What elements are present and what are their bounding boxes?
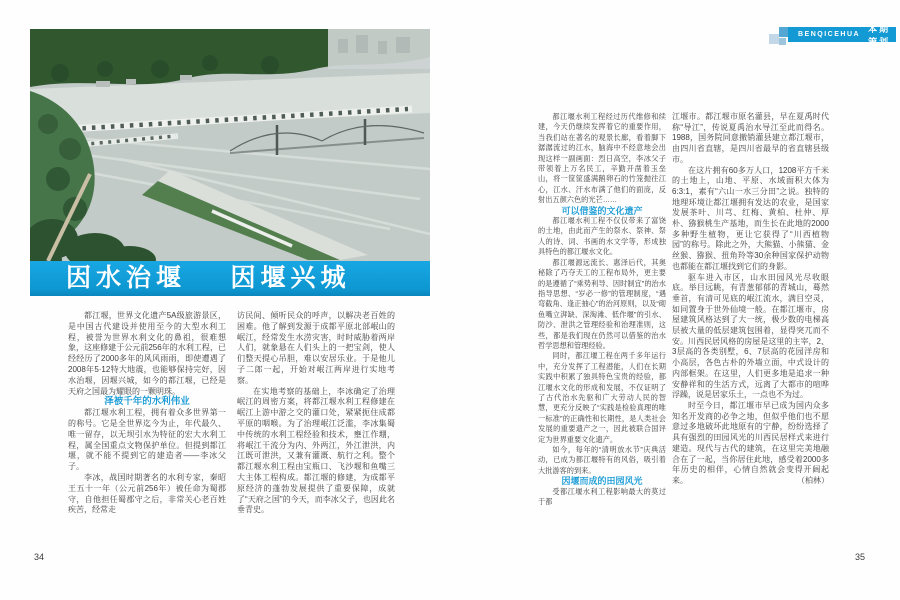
issue-tag-title: 本期策划 <box>868 23 891 47</box>
page-number-left: 34 <box>34 552 45 562</box>
body-paragraph: 都江堰，世界文化遗产5A级旅游景区，是中国古代建设并使用至今的大型水利工程，被誉为世界水利文化的鼻祖，很难想象，这座修建于公元前256年的水利工程，已经经历了2000多年的风风雨雨，即使遭遇了2008年5·12特大地震，也能够保持完好，因水治堰，因堰兴城，如今的都江堰，已经是天府之国最为耀眼的一颗明珠。 <box>68 311 226 396</box>
body-paragraph: 江堰市。都江堰市原名灌县，早在夏禹时代称“导江”，传说夏禹治水导江至此而得名。1988，国务院同意撤销灌县建立都江堰市，由四川省直辖，是四川省最早的省直辖县级市。 <box>672 112 829 164</box>
body-paragraph: 受都江堰水利工程影响最大的莫过于都 <box>538 486 666 507</box>
body-paragraph: 李冰，战国时期著名的水利专家，秦昭王五十一年（公元前256年）被任命为蜀郡守，自他担任蜀郡守之后，非常关心老百姓疾苦，经常走 <box>68 472 226 515</box>
left-page-column-1 <box>68 311 226 516</box>
body-paragraph: 驱车进入市区，山水田园风光尽收眼底。举目远眺，有青葱郁郁的青城山，蓦然垂首，有清可见底的岷江流水，满目空灵，如同置身于世外仙境一般。在都江堰市，房屋建筑风格达到了大一统，极少数的电梯高层被大量的低层建筑包围着，显得突兀而不安。川西民居风格的房屋是这里的主宰，2、3层高的各类别墅，6、7层高的花园洋房和小高层，各色古朴的外墙立面，中式设计的内部框架。在这里，人们更多地是追求一种安静祥和的生活方式，远离了大都市的喧哗浮躁，说是居家乐土，一点也不为过。 <box>672 272 829 400</box>
section-heading: 因堰而成的田园风光 <box>561 476 643 487</box>
body-paragraph <box>672 401 829 487</box>
issue-tag-pinyin: BENQICEHUA <box>798 31 861 38</box>
page-number-right: 35 <box>855 552 866 562</box>
body-paragraph: 访民间、倾听民众的呼声，以解决老百姓的困难。他了解到发源于成都平原北部岷山的岷江，经常发生水涝灾害，时时威胁着两岸人们，就象悬在人们头上的一把宝剑，使人们整天提心吊胆，难以安居乐业。于是他儿子二郎一起，开始对岷江两岸进行实地考察。 <box>237 311 395 385</box>
section-heading: 泽被千年的水利伟业 <box>104 396 190 408</box>
article-title-part-1: 因水治堰 <box>66 264 187 292</box>
body-paragraph: 都江堰水利工程，拥有着众多世界第一的称号。它是全世界迄今为止，年代最久、唯一留存，以无坝引水为特征的宏大水利工程，属全国重点文物保护单位。但提到都江堰，就不能不提到它的建造者——李冰父子。 <box>68 408 226 472</box>
body-paragraph: 如今，每年的“清明放水节”庆典活动，已成为都江堰特有的风俗，吸引着大批游客的到来。 <box>538 445 666 475</box>
right-page-column-2 <box>672 112 829 487</box>
body-paragraph: 在这片拥有60多万人口，1208平方千米的土地上，山地、平原、水域面积大体为6:3:1，素有“六山一水三分田”之说。独特的地理环境让都江堰拥有发达的农业，是国家发展茶叶、川芎、红梅、黄柏、杜仲、厚朴、猕猴桃生产基地，而生长在此地的2000多种野生植物，更让它获得了“川西植物园”的称号。除此之外，大熊猫、小熊猫、金丝猴、猕猴、扭角羚等30余种国家保护动物也都能在都江堰找到它们的身影。 <box>672 165 829 271</box>
body-paragraph-text: 时至今日，都江堰市早已成为国内众多知名开发商的必争之地，但似乎他们也不愿意过多地破坏此地原有的宁静，纷纷选择了具有强烈的田园风光的川西民居样式来进行建造。现代与古代的建筑，在这里完美地融合在了一起，当你居住此地，感受着2000多年历史的相伴，心情自然就会变得开阔起来。 <box>672 400 829 485</box>
body-paragraph: 都江堰源远流长、惠泽后代，其奥秘除了巧夺天工的工程布局外，更主要的是遵循了“乘势利导、因时制宜”的治水指导思想、“岁必一修”的管理制度，“遇弯截角、逢正抽心”的治河原则，以及“砌鱼嘴立湃缺、深淘滩、低作堰”的引水、防沙、泄洪之管理经验和治理准则，这些，都是我们现在仍然可以借鉴的治水哲学思想和管理经验。 <box>538 257 666 350</box>
body-paragraph: 都江堰水利工程不仅仅带来了富饶的土地，由此而产生的祭水、祭神、祭人的诗、词、书画的水文学等，形成独具特色的都江堰水文化。 <box>538 216 666 257</box>
section-heading: 可以借鉴的文化遗产 <box>561 205 643 216</box>
body-paragraph: 都江堰水利工程经过历代维修和续建，今天仍继续发挥着它的重要作用，当我们站在著名的观景长廊，看着脚下潺潺流过的江水，脑海中不经意地会出现这样一副画面：烈日高空，李冰父子带领着上万名民工，辛勤开凿着玉垒山，将一筐筐盛满鹅卵石的竹笼抛往江心，江水、汗水布满了他们的面庞，反射出五颜六色的光芒…… <box>538 112 666 205</box>
checker-decoration <box>779 38 786 45</box>
title-banner <box>30 261 430 296</box>
issue-tag-bar <box>788 23 896 47</box>
author-byline: （柏林） <box>797 475 829 485</box>
dujiangyan-aerial-photo <box>30 29 430 261</box>
left-page-column-2 <box>237 311 395 516</box>
body-paragraph: 同时，都江堰工程在两千多年运行中，充分发挥了工程潜能，人们在长期实践中积累了独具特色宝贵的经验，都江堰水文化的形成和发展，不仅证明了了古代治水先驱和广大劳动人民的智慧，更充分反映了“实践是检验真理的唯一标准”的正确性和长期性，是人类社会发展的重要遗产之一，因此被联合国评定为世界重要文化遗产。 <box>538 351 666 444</box>
body-paragraph: 在实地考察的基础上，李冰确定了治理岷江的周密方案，将都江堰水利工程修建在岷江上游中游之交的灌口处，紧紧扼住成都平原的咽喉。为了治理岷江泛滥，李冰集蜀中传统的水利工程经验和技术，壅江作堋，将岷江干流分为内、外两江，外江泄洪，内江既可泄洪，又兼有灌溉、航行之利。整个都江堰水利工程由宝瓶口、飞沙堰和鱼嘴三大主体工程构成。都江堰的修建，为成都平原经济的蓬勃发展提供了重要保障，成就了“天府之国”的今天，而李冰父子，也因此名垂青史。 <box>237 386 395 515</box>
article-title-part-2: 因堰兴城 <box>230 264 351 292</box>
checker-decoration <box>769 34 779 44</box>
right-page-column-1 <box>538 112 666 507</box>
